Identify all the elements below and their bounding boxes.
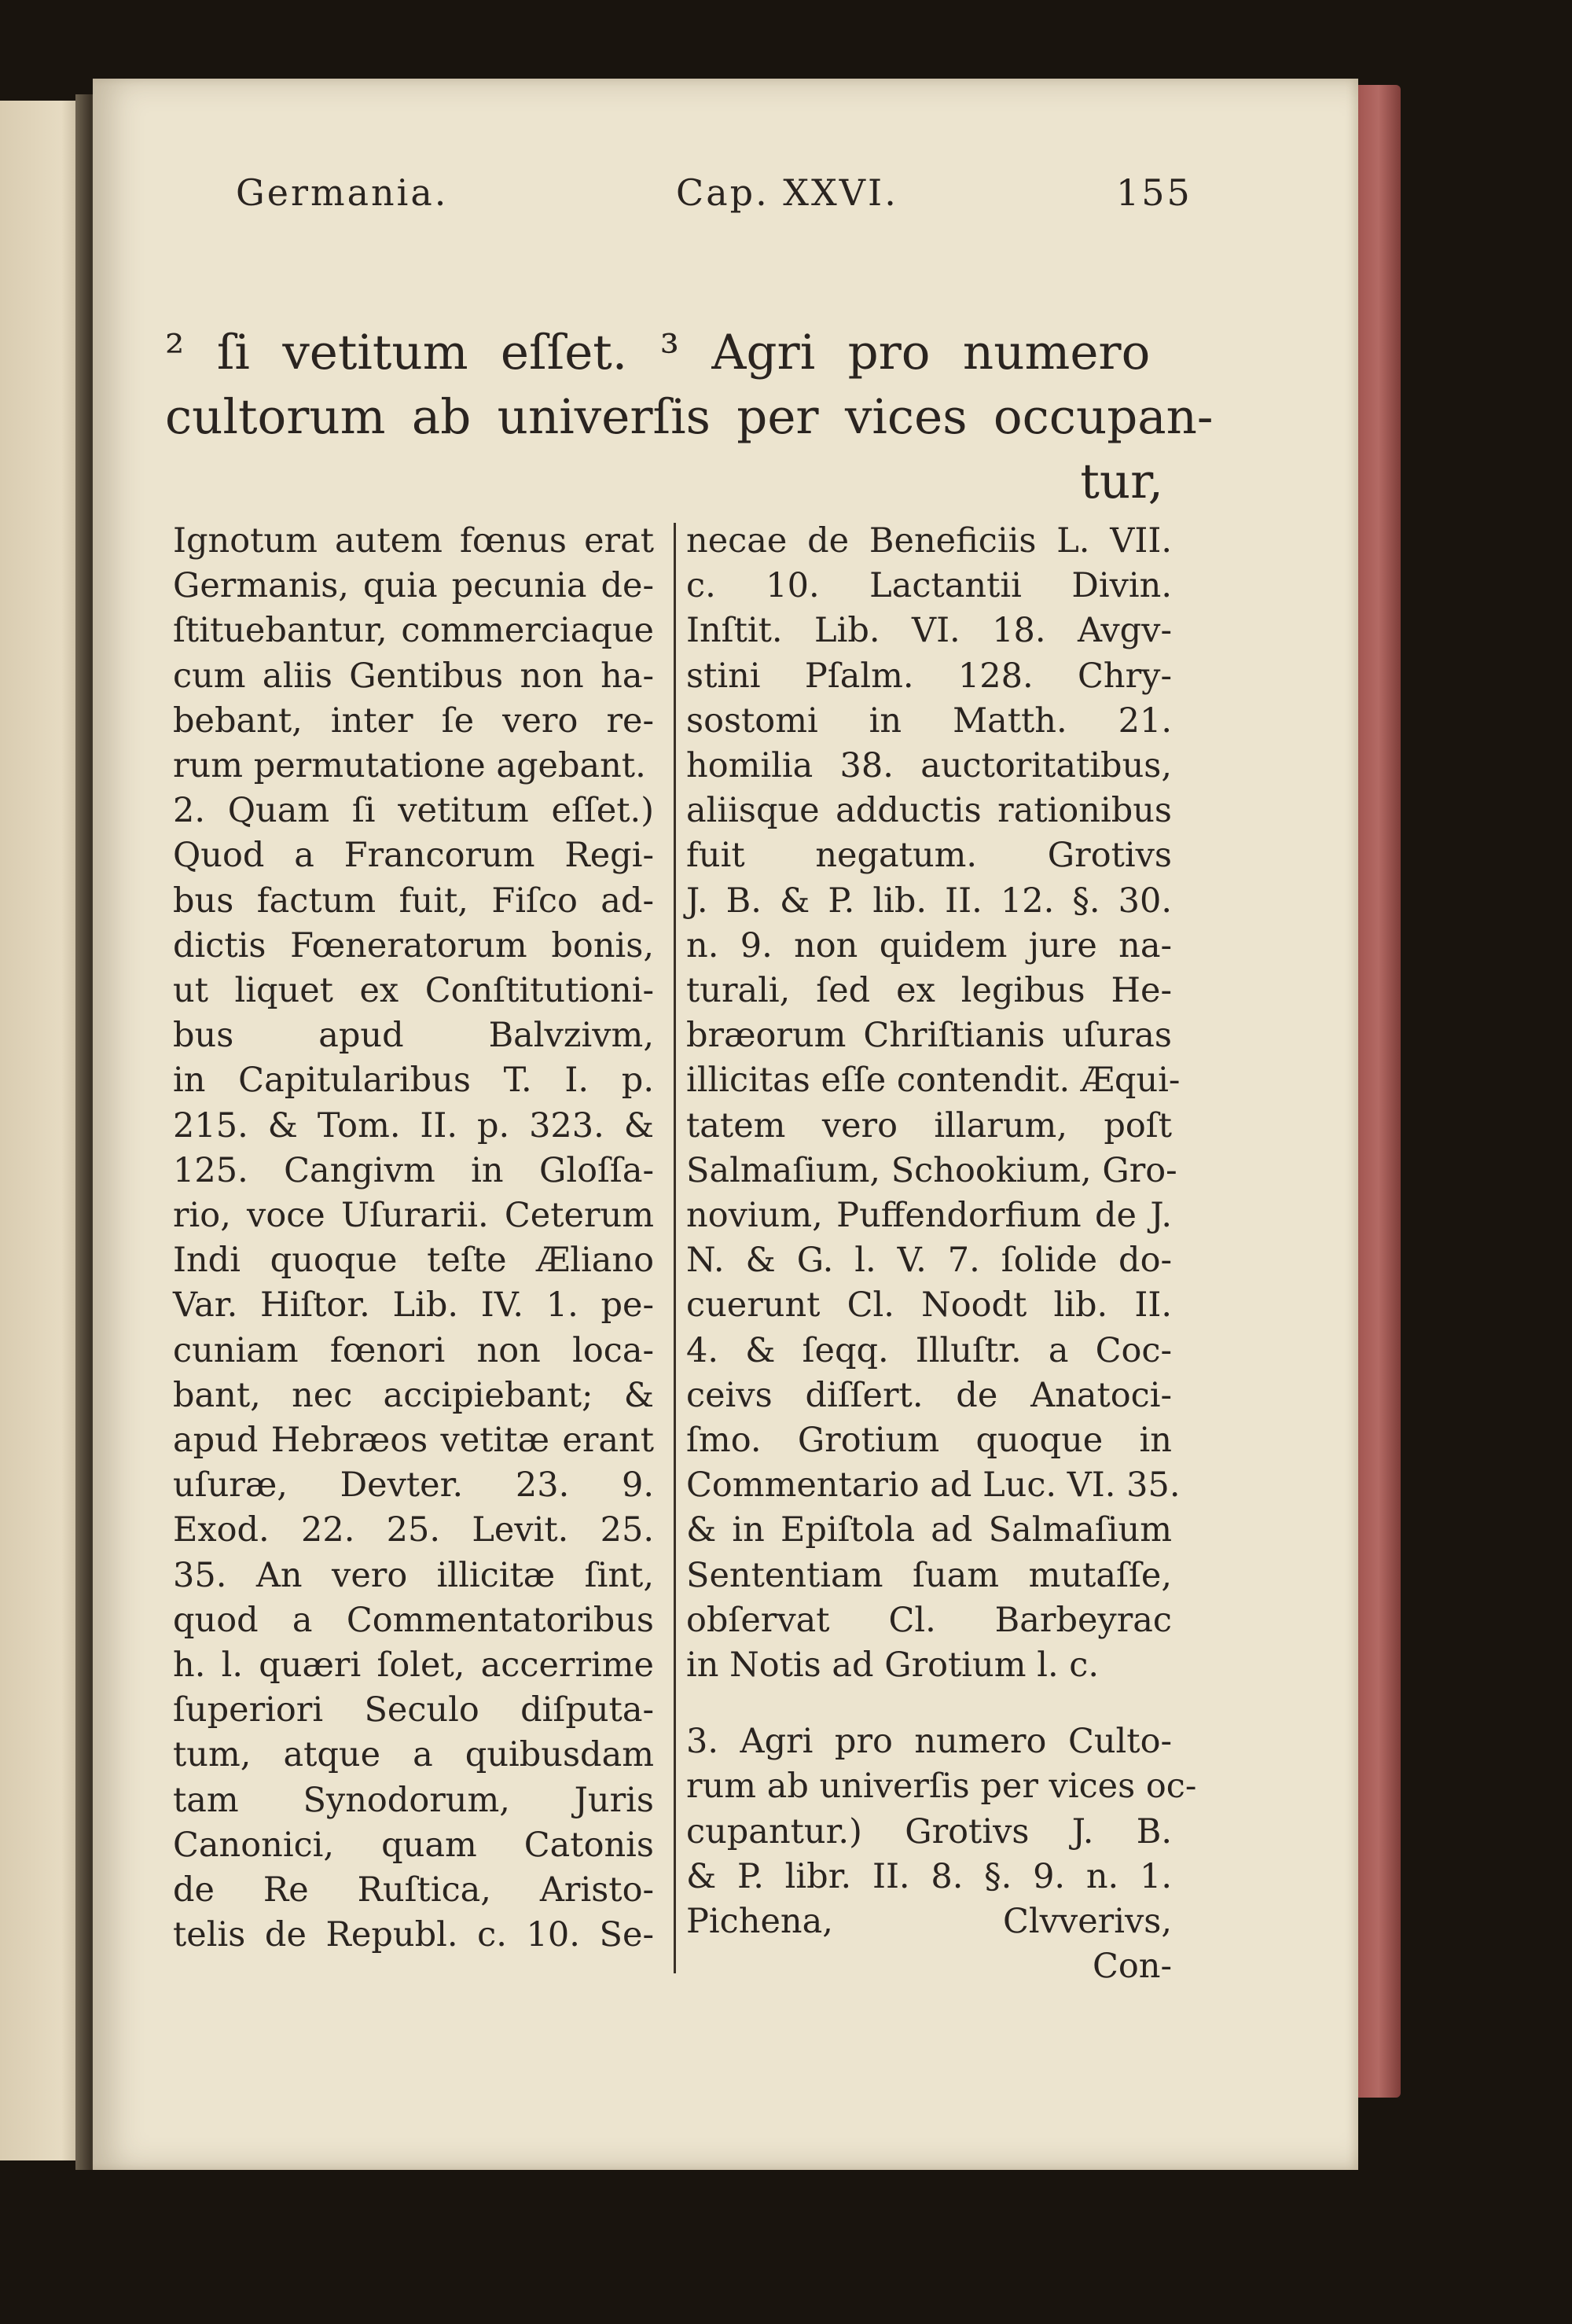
- chapter-heading: Cap. XXVI.: [676, 171, 898, 214]
- footnote-line: bræorum Chriſtianis uſuras: [686, 1016, 1172, 1056]
- footnote-line: cupantur.) Grotivs J. B.: [686, 1811, 1172, 1851]
- footnote-line: Var. Hiſtor. Lib. IV. 1. pe-: [173, 1285, 654, 1326]
- footnote-line: Sententiam ſuam mutaſſe,: [686, 1555, 1172, 1595]
- footnote-line: homilia 38. auctoritatibus,: [686, 746, 1172, 786]
- footnote-line: novium, Puffendorfium de J.: [686, 1196, 1172, 1236]
- footnote-line: c. 10. Lactantii Divin.: [686, 566, 1172, 606]
- footnote-line: 4. & ſeqq. Illuſtr. a Coc-: [686, 1330, 1172, 1370]
- footnote-line: cuerunt Cl. Noodt lib. II.: [686, 1285, 1172, 1326]
- running-title: Germania.: [236, 171, 449, 214]
- footnote-line: Commentario ad Luc. VI. 35.: [686, 1465, 1181, 1506]
- footnote-line: J. B. & P. lib. II. 12. §. 30.: [686, 881, 1172, 921]
- footnote-line: Ignotum autem fœnus erat: [173, 521, 654, 561]
- footnote-line: aliisque adductis rationibus: [686, 791, 1172, 831]
- footnote-line: Con-: [1092, 1947, 1172, 1987]
- page-header: [141, 171, 1192, 234]
- footnote-line: tam Synodorum, Juris: [173, 1780, 654, 1820]
- footnote-line: uſuræ, Devter. 23. 9.: [173, 1465, 654, 1506]
- footnote-line: h. l. quæri ſolet, accerrime: [173, 1646, 654, 1686]
- footnote-line: 3. Agri pro numero Culto-: [686, 1722, 1172, 1762]
- footnote-line: Germanis, quia pecunia de-: [173, 566, 654, 606]
- main-text: [165, 321, 1214, 514]
- footnote-line: apud Hebræos vetitæ erant: [173, 1421, 654, 1461]
- footnote-line: & P. libr. II. 8. §. 9. n. 1.: [686, 1856, 1172, 1896]
- footnote-line: quod a Commentatoribus: [173, 1600, 654, 1640]
- footnote-line: dictis Fœneratorum bonis,: [173, 925, 654, 965]
- footnote-line: bus apud Balvzivm,: [173, 1016, 654, 1056]
- footnote-line: 2. Quam ſi vetitum eſſet.): [173, 791, 654, 831]
- page-number: 155: [1116, 171, 1192, 214]
- footnote-line: rum ab univerſis per vices oc-: [686, 1767, 1197, 1807]
- footnote-line: Quod a Francorum Regi-: [173, 836, 654, 876]
- footnote-line: [686, 1688, 1172, 1719]
- footnote-line: stini Pſalm. 128. Chry-: [686, 656, 1172, 696]
- footnote-line: Pichena, Clvverivs,: [686, 1902, 1172, 1942]
- footnote-line: Inſtit. Lib. VI. 18. Avgv-: [686, 611, 1172, 651]
- footnote-line: ſuperiori Seculo diſputa-: [173, 1690, 654, 1730]
- footnote-column-left: [173, 519, 654, 1958]
- main-text-line: ² ſi vetitum eſſet. ³ Agri pro numero: [165, 325, 1151, 381]
- footnote-line: bus factum fuit, Fiſco ad-: [173, 881, 654, 921]
- footnote-line: bebant, inter ſe vero re-: [173, 701, 654, 741]
- footnote-line: necae de Beneficiis L. VII.: [686, 521, 1172, 561]
- footnote-line: sostomi in Matth. 21.: [686, 701, 1172, 741]
- footnote-line: rio, voce Uſurarii. Ceterum: [173, 1196, 654, 1236]
- footnote-line: illicitas eſſe contendit. Æqui-: [686, 1061, 1181, 1101]
- footnote-line: 35. An vero illicitæ ſint,: [173, 1555, 654, 1595]
- column-divider: [674, 523, 676, 1973]
- footnote-line: turali, ſed ex legibus He-: [686, 971, 1172, 1011]
- footnote-line: in Capitularibus T. I. p.: [173, 1061, 654, 1101]
- footnote-line: fuit negatum. Grotivs: [686, 836, 1172, 876]
- footnote-line: telis de Republ. c. 10. Se-: [173, 1915, 654, 1955]
- footnote-line: tum, atque a quibusdam: [173, 1735, 654, 1775]
- footnote-column-right: [686, 519, 1197, 1990]
- main-text-line: cultorum ab univerſis per vices occupan-: [165, 389, 1214, 445]
- footnote-line: ut liquet ex Conſtitutioni-: [173, 971, 654, 1011]
- footnote-line: ſmo. Grotium quoque in: [686, 1421, 1172, 1461]
- footnote-line: rum permutatione agebant.: [173, 746, 646, 786]
- footnote-line: Salmaſium, Schookium, Gro-: [686, 1150, 1177, 1190]
- main-text-line: tur,: [1080, 454, 1163, 509]
- footnote-line: ſtituebantur, commerciaque: [173, 611, 654, 651]
- footnote-line: n. 9. non quidem jure na-: [686, 925, 1172, 965]
- footnote-line: cum aliis Gentibus non ha-: [173, 656, 654, 696]
- footnote-line: N. & G. l. V. 7. ſolide do-: [686, 1241, 1172, 1281]
- footnote-line: 215. & Tom. II. p. 323. &: [173, 1105, 654, 1145]
- footnote-line: Indi quoque teſte Æliano: [173, 1241, 654, 1281]
- footnote-line: ceivs diſſert. de Anatoci-: [686, 1375, 1172, 1415]
- footnote-line: Exod. 22. 25. Levit. 25.: [173, 1510, 654, 1550]
- footnote-line: obſervat Cl. Barbeyrac: [686, 1600, 1172, 1640]
- footnote-line: de Re Ruſtica, Aristo-: [173, 1870, 654, 1910]
- footnote-line: bant, nec accipiebant; &: [173, 1375, 654, 1415]
- footnote-line: & in Epiſtola ad Salmaſium: [686, 1510, 1172, 1550]
- footnote-line: cuniam fœnori non loca-: [173, 1330, 654, 1370]
- footnote-line: 125. Cangivm in Gloſſa-: [173, 1150, 654, 1190]
- footnote-line: Canonici, quam Catonis: [173, 1825, 654, 1865]
- footnote-line: tatem vero illarum, poſt: [686, 1105, 1172, 1145]
- footnote-line: in Notis ad Grotium l. c.: [686, 1646, 1100, 1686]
